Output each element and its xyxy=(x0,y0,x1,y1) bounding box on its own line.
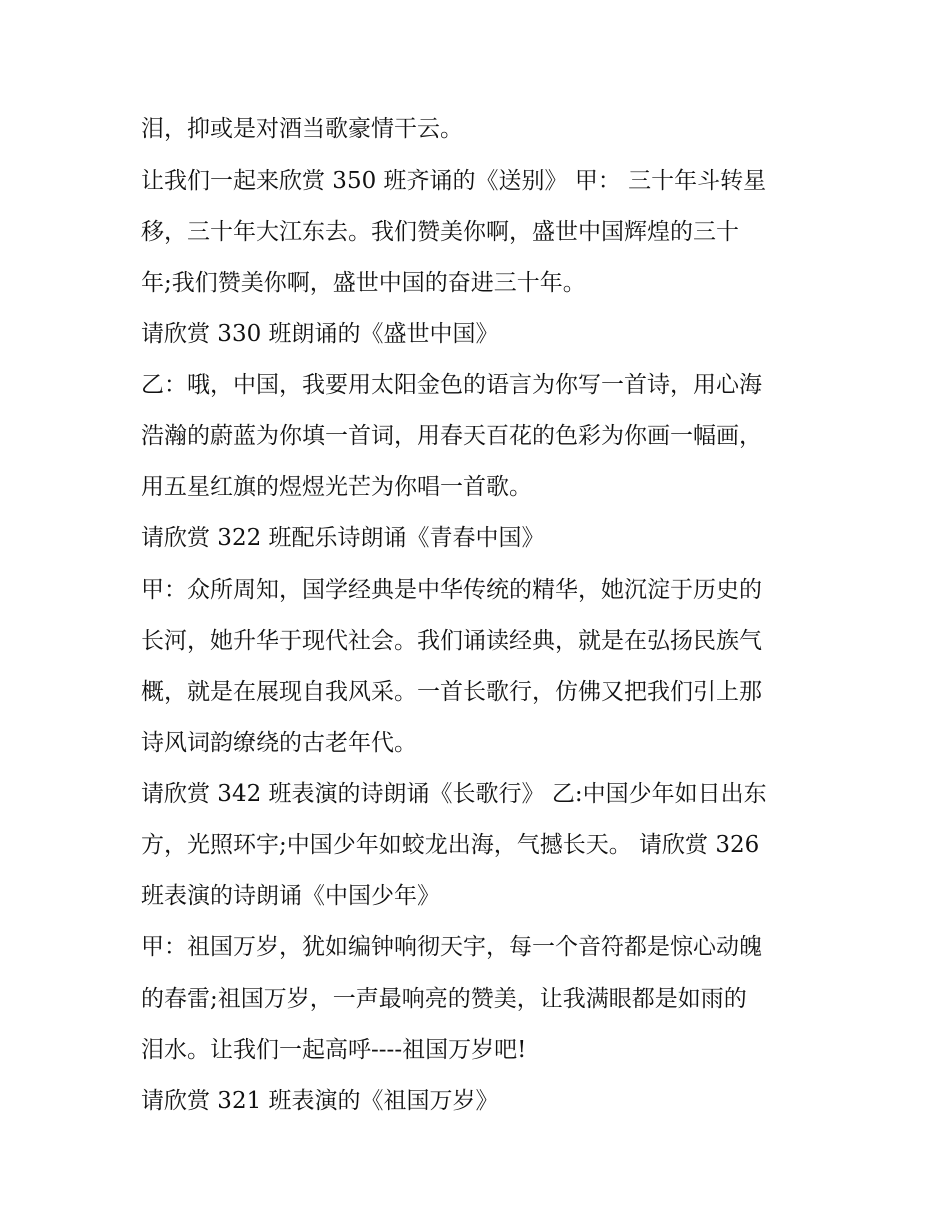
text-line: 年;我们赞美你啊，盛世中国的奋进三十年。 xyxy=(141,270,586,296)
text-line: 浩瀚的蔚蓝为你填一首词，用春天百花的色彩为你画一幅画， xyxy=(141,423,762,449)
text-line: 班表演的诗朗诵《中国少年》 xyxy=(141,883,440,909)
text-line: 乙：哦，中国，我要用太阳金色的语言为你写一首诗，用心海 xyxy=(141,372,762,398)
text-line: 的春雷;祖国万岁，一声最响亮的赞美，让我满眼都是如雨的 xyxy=(141,986,747,1012)
text-line: 概，就是在展现自我风采。一首长歌行，仿佛又把我们引上那 xyxy=(141,679,762,705)
text-line: 请欣赏 321 班表演的《祖国万岁》 xyxy=(141,1088,499,1114)
text-line: 泪水。让我们一起高呼----祖国万岁吧! xyxy=(141,1037,527,1063)
text-line: 移，三十年大江东去。我们赞美你啊，盛世中国辉煌的三十 xyxy=(141,219,739,245)
text-line: 长河，她升华于现代社会。我们诵读经典，就是在弘扬民族气 xyxy=(141,628,762,654)
text-line: 请欣赏 330 班朗诵的《盛世中国》 xyxy=(141,321,499,347)
text-line: 请欣赏 322 班配乐诗朗诵《青春中国》 xyxy=(141,525,545,551)
text-line: 甲：众所周知，国学经典是中华传统的精华，她沉淀于历史的 xyxy=(141,577,762,603)
text-line: 方，光照环宇;中国少年如蛟龙出海，气撼长天。 请欣赏 326 xyxy=(141,832,760,858)
text-line: 请欣赏 342 班表演的诗朗诵《长歌行》 乙:中国少年如日出东 xyxy=(141,781,767,807)
text-line: 让我们一起来欣赏 350 班齐诵的《送别》 甲： 三十年斗转星 xyxy=(141,168,767,194)
text-line: 诗风词韵缭绕的古老年代。 xyxy=(141,730,417,756)
text-line: 泪，抑或是对酒当歌豪情干云。 xyxy=(141,116,463,142)
text-line: 用五星红旗的煜煜光芒为你唱一首歌。 xyxy=(141,474,532,500)
text-line: 甲：祖国万岁，犹如编钟响彻天宇，每一个音符都是惊心动魄 xyxy=(141,934,762,960)
